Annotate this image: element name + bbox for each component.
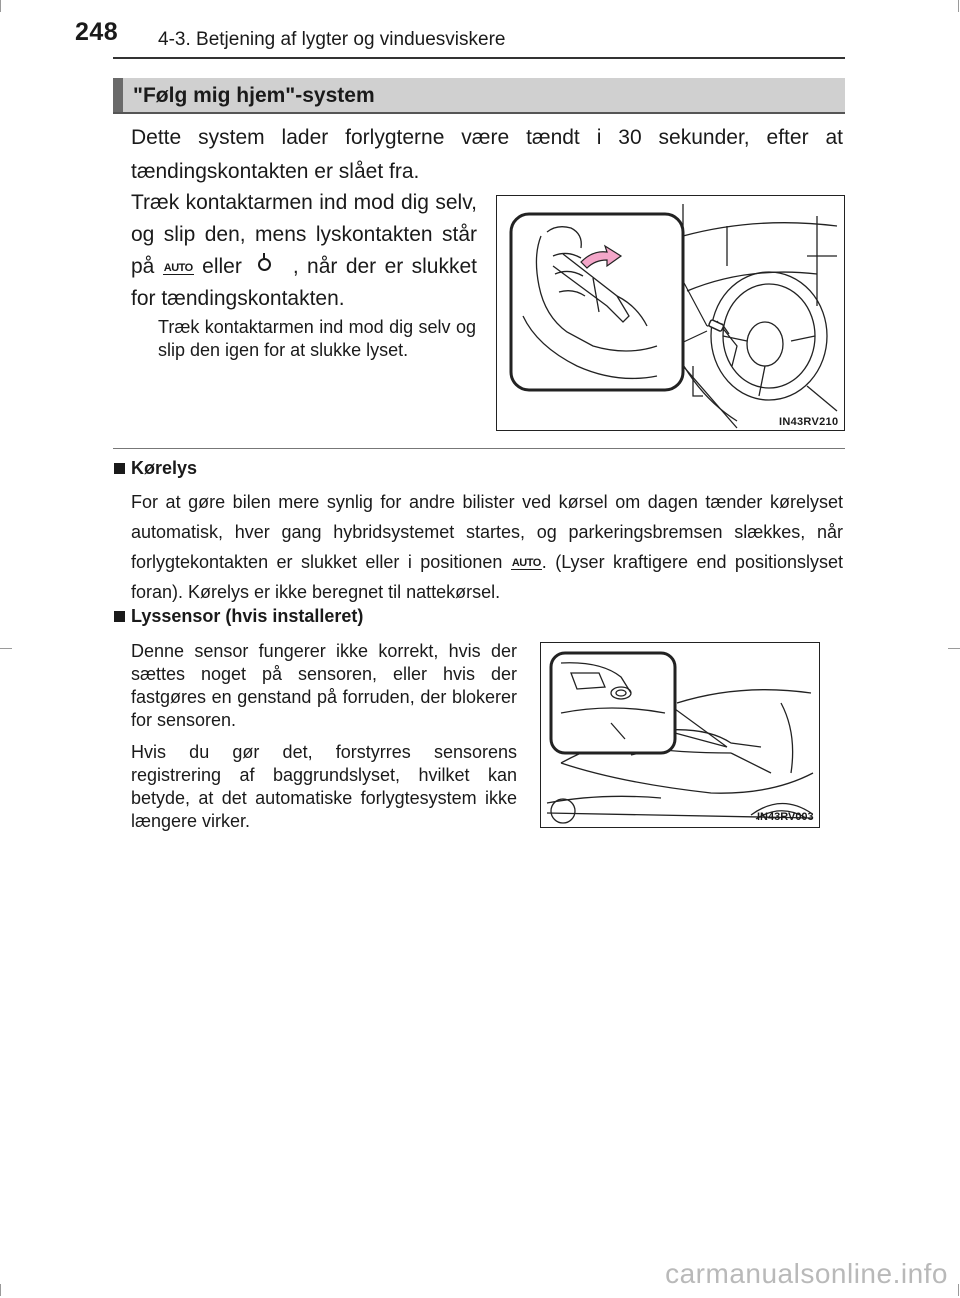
- light-sensor-text: Denne sensor fungerer ikke korrekt, hvis der sættes noget på sensoren, eller hvis der fastgøres en genstand på forruden, der blokerer for sensoren.: [131, 641, 517, 730]
- running-lights-part2: . (Lyser kraftigere end positionslyset foran). Kørelys er ikke beregnet til nattekørsel.: [131, 552, 843, 602]
- instruction-note: Træk kontaktarmen ind mod dig selv og slip den igen for at slukke lyset.: [158, 317, 476, 360]
- figure-headlight-lever: [496, 195, 845, 431]
- trim-mark: [958, 0, 959, 12]
- trim-mark: [0, 648, 12, 649]
- light-sensor-heading: Lyssensor (hvis installeret): [131, 606, 364, 626]
- section-title: "Følg mig hjem"-system: [133, 84, 375, 107]
- chapter-title: 4-3. Betjening af lygter og vinduesviskere: [158, 29, 506, 50]
- instruction-part3: , når der er slukket for tændingskontakten.: [131, 255, 477, 310]
- instruction-text: [131, 187, 477, 315]
- running-lights-heading: Kørelys: [131, 458, 198, 478]
- square-bullet-icon: [114, 611, 125, 622]
- light-switch-icon: [258, 258, 271, 271]
- section-intro: Dette system lader forlygterne være tændt i 30 sekunder, efter at tændingskontakten er slået fra.: [131, 126, 843, 183]
- light-sensor-illustration: [541, 643, 818, 826]
- trim-mark: [0, 1284, 1, 1296]
- instruction-part1: Træk kontaktarmen ind mod dig selv, og slip den, mens lyskontakten står på: [131, 191, 477, 278]
- page-number: 248: [75, 18, 119, 46]
- trim-mark: [958, 1284, 959, 1296]
- trim-mark: [948, 648, 960, 649]
- light-sensor-text-2: Hvis du gør det, forstyrres sensorens registrering af baggrundslyset, hvilket kan betyde, at det automatiske forlygtesystem ikke længere virker.: [131, 742, 517, 831]
- figure-code: IN43RV210: [779, 416, 839, 428]
- watermark: carmanualsonline.info: [665, 1258, 948, 1289]
- auto-position-icon: AUTO: [511, 557, 541, 569]
- section-rule: [113, 112, 845, 114]
- running-lights-text: [131, 487, 843, 607]
- trim-mark: [0, 0, 1, 12]
- figure-code: IN43RV003: [757, 811, 814, 823]
- header-rule: [113, 57, 845, 59]
- square-bullet-icon: [114, 463, 125, 474]
- running-lights-part1: For at gøre bilen mere synlig for andre bilister ved kørsel om dagen tænder kørelyset automatisk, hver gang hybridsystemet startes, og parkeringsbremsen slækkes, når forlygtekontakten er slukket eller i positionen: [131, 492, 843, 572]
- instruction-part2: eller: [202, 255, 242, 278]
- auto-position-icon: AUTO: [163, 262, 193, 274]
- figure-light-sensor: [540, 642, 820, 828]
- headlight-lever-illustration: [497, 196, 843, 429]
- section-divider: [113, 448, 845, 449]
